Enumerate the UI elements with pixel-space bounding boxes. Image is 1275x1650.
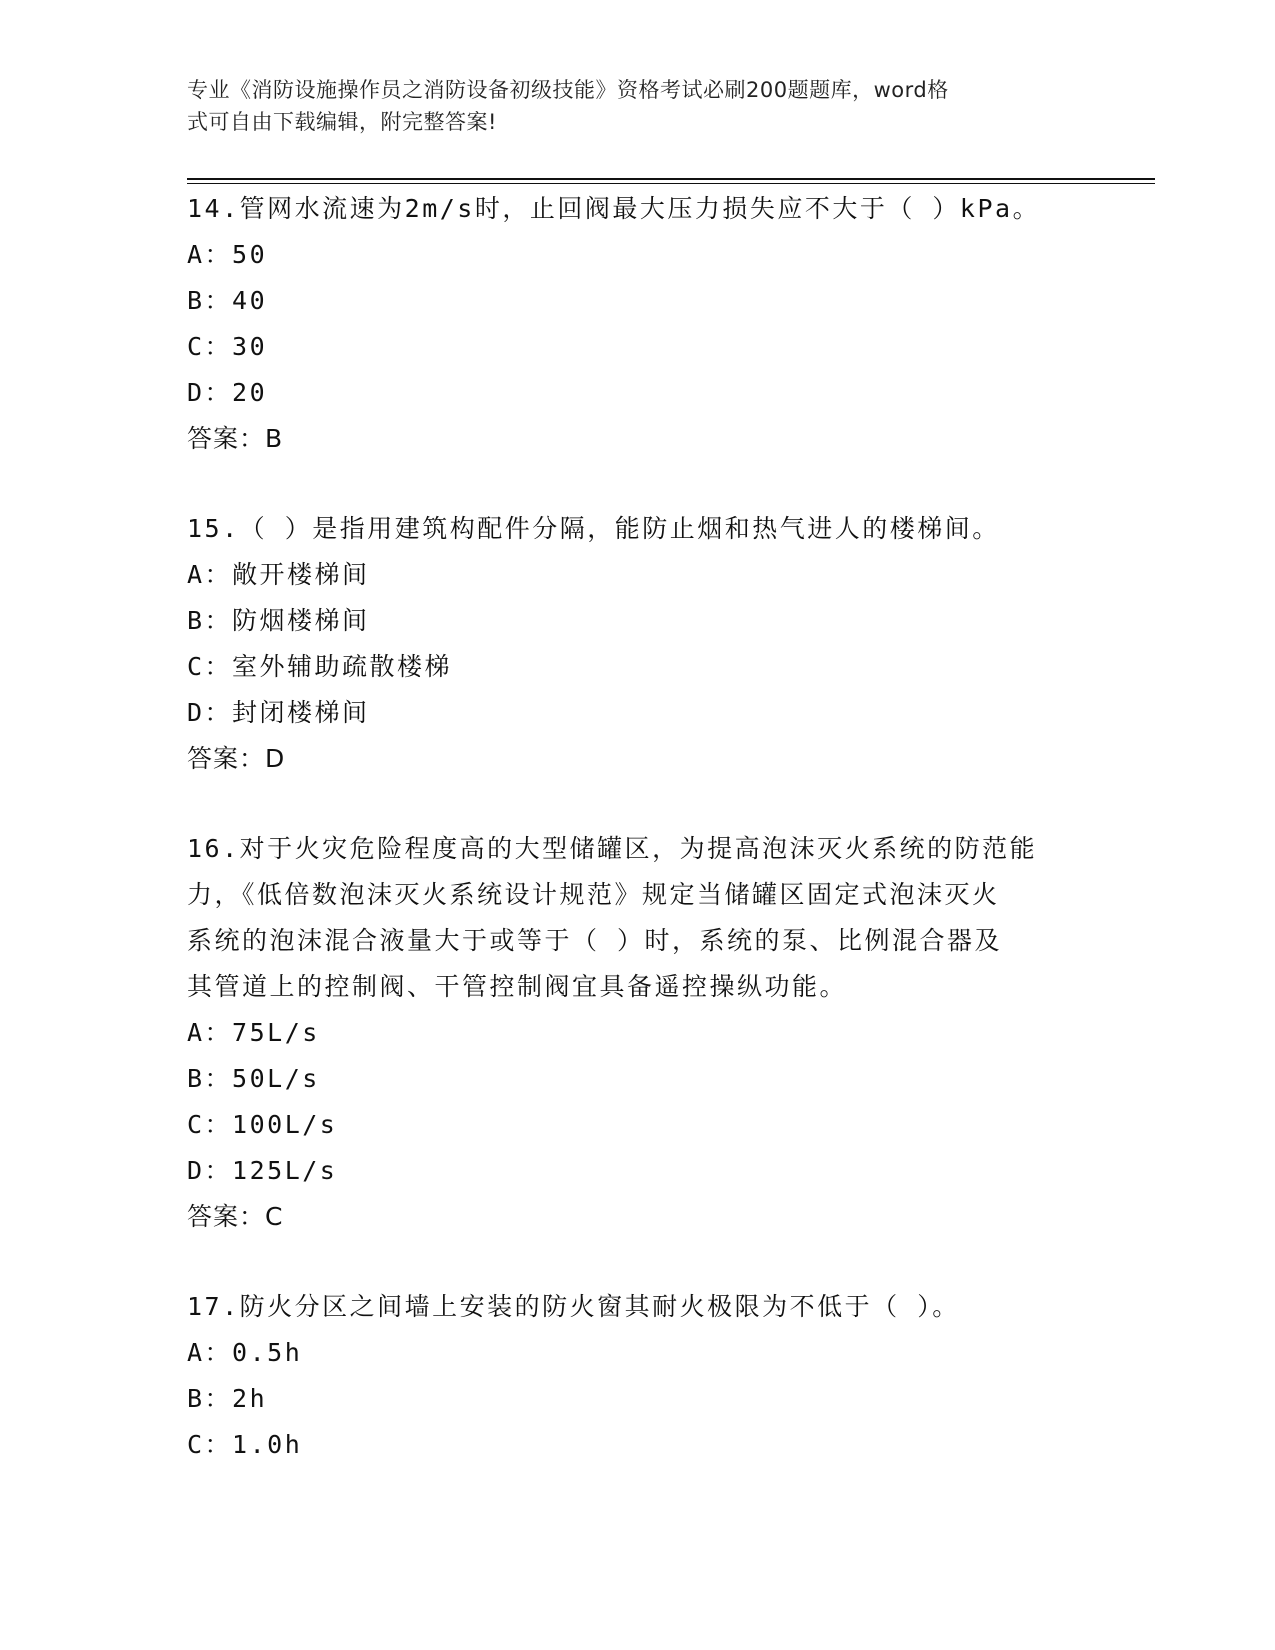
question-list [187, 186, 1087, 1512]
header-divider-thin [187, 183, 1155, 184]
question-stem-line-4: 其管道上的控制阀、干管控制阀宜具备遥控操纵功能。 [187, 972, 848, 1001]
question-stem-line-1: 16.对于火灾危险程度高的大型储罐区，为提高泡沫灭火系统的防范能 [187, 834, 1038, 863]
option-c: C：1.0h [187, 1430, 303, 1459]
answer-label: 答案：B [187, 424, 284, 453]
option-d: D：封闭楼梯间 [187, 698, 370, 727]
question-17 [187, 1284, 1087, 1468]
question-15 [187, 506, 1087, 782]
question-14 [187, 186, 1087, 462]
option-b: B：40 [187, 286, 268, 315]
header-line-2: 式可自由下载编辑，附完整答案! [187, 110, 497, 134]
option-c: C：100L/s [187, 1110, 338, 1139]
answer-label: 答案：C [187, 1202, 284, 1231]
option-c: C：30 [187, 332, 268, 361]
option-a: A：75L/s [187, 1018, 320, 1047]
option-a: A：敞开楼梯间 [187, 560, 370, 589]
question-stem-line-2: 力，《低倍数泡沫灭火系统设计规范》规定当储罐区固定式泡沫灭火 [187, 880, 1000, 909]
question-16 [187, 826, 1087, 1240]
question-stem: 14.管网水流速为2m/s时，止回阀最大压力损失应不大于（ ）kPa。 [187, 194, 1041, 223]
option-d: D：125L/s [187, 1156, 338, 1185]
option-b: B：2h [187, 1384, 268, 1413]
option-c: C：室外辅助疏散楼梯 [187, 652, 453, 681]
header-divider-thick [187, 178, 1155, 180]
question-stem-line-3: 系统的泡沫混合液量大于或等于（ ）时，系统的泵、比例混合器及 [187, 926, 1003, 955]
option-d: D：20 [187, 378, 268, 407]
option-a: A：50 [187, 240, 268, 269]
option-b: B：防烟楼梯间 [187, 606, 370, 635]
option-a: A：0.5h [187, 1338, 303, 1367]
answer-label: 答案：D [187, 744, 286, 773]
question-stem: 15.（ ）是指用建筑构配件分隔，能防止烟和热气进人的楼梯间。 [187, 514, 1000, 543]
option-b: B：50L/s [187, 1064, 320, 1093]
document-header [187, 74, 1067, 138]
header-line-1: 专业《消防设施操作员之消防设备初级技能》资格考试必刷200题题库，word格 [187, 78, 949, 102]
question-stem: 17.防火分区之间墙上安装的防火窗其耐火极限为不低于（ ）。 [187, 1292, 960, 1321]
